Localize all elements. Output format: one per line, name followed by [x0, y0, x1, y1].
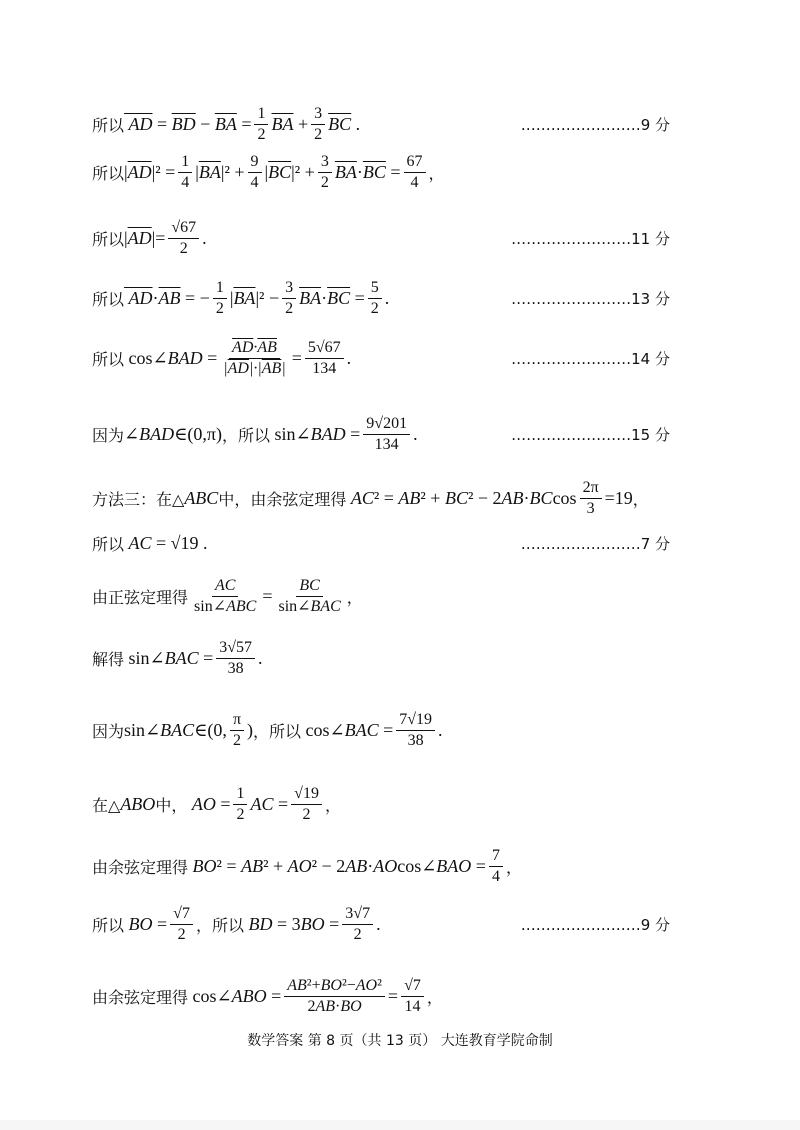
solution-line-15: 由余弦定理得 cos∠ ABO = $\frac{\text{AB²+BO²−AO²}}{2AB\cdot BO}$ = $\frac{√7}{14}$ ，: [92, 977, 443, 1015]
solution-line-7: 方法三：在△ ABC 中，由余弦定理得 AC ² = AB ² + BC ² − 2 AB · BC cos $\frac{2\pi}{3}$ =19 ，: [92, 479, 649, 517]
score-mark: ……………………7 分: [520, 535, 670, 553]
bottom-edge: [0, 1120, 800, 1130]
score-mark: ……………………9 分: [520, 116, 670, 134]
solution-line-9: 由正弦定理得 AC sin∠ABC = BC sin∠BAC ，: [92, 577, 363, 615]
score-mark: ……………………13 分: [511, 290, 670, 308]
score-mark: ……………………9 分: [520, 916, 670, 934]
solution-line-14: 所以 BO = $\frac{√7}{2}$ ，所以 BD = 3 BO = $\frac{3√7}{2}$ . ……………………9 分: [92, 905, 670, 943]
score-mark: ……………………14 分: [511, 350, 670, 368]
solution-line-11: 因为 sin∠ BAC ∈(0, π 2 ) ，所以 cos∠ BAC = $\frac{7√19}{38}$ .: [92, 711, 443, 749]
score-mark: ……………………15 分: [511, 426, 670, 444]
page-footer: 数学答案 第 8 页（共 13 页） 大连教育学院命制: [247, 1033, 553, 1049]
solution-line-2: 所以 | $\overline{AD}$ |² = $\frac{1}{4}$ | $\overline{BA}$ |² + $\frac{9}{4}$ | $\overline{BC}$ |² + $\frac{3}{2}$ $\overline{BA}$ · $\overline{BC}$ = $\frac{67}{4}$ ，: [92, 153, 445, 191]
solution-line-5: 所以 cos∠ BAD = $\frac{\overline{AD}\cdot\overline{AB}}{|\overline{AD}|\cdot|\overline{AB}|}$ = $\frac{5√67}{134}$ . ……………………14 分: [92, 339, 670, 377]
solution-line-1: 所以 AD = $\overline{BD}$ − $\overline{BA}$ = $\frac{1}{2}$ $\overline{BA}$ + $\frac{3}{2}$ $\overline{BC}$ . ……………………9 分: [92, 105, 670, 143]
score-mark: ……………………11 分: [511, 230, 670, 248]
solution-line-4: 所以 AD · $\overline{AB}$ = − $\frac{1}{2}$ | $\overline{BA}$ |² − $\frac{3}{2}$ $\overline{BA}$ · $\overline{BC}$ = $\frac{5}{2}$ . ……………………13 分: [92, 279, 670, 317]
solution-line-3: 所以 | $\overline{AD}$ |= $\frac{√67}{2}$ . ……………………11 分: [92, 219, 670, 257]
solution-line-8: 所以 AC = √19 . ……………………7 分: [92, 533, 670, 554]
solution-line-13: 由余弦定理得 BO ² = AB ² + AO ² − 2 AB · AO cos∠ BAO = $\frac{7}{4}$ ，: [92, 847, 522, 885]
solution-line-12: 在△ ABO 中， AO = $\frac{1}{2}$ AC = $\frac{√19}{2}$ ，: [92, 785, 341, 823]
solution-line-6: 因为 ∠ BAD ∈(0,π) ，所以 sin∠ BAD = $\frac{9√201}{134}$ . ……………………15 分: [92, 415, 670, 453]
solution-line-10: 解得 sin∠ BAC = $\frac{3√57}{38}$ .: [92, 639, 263, 677]
